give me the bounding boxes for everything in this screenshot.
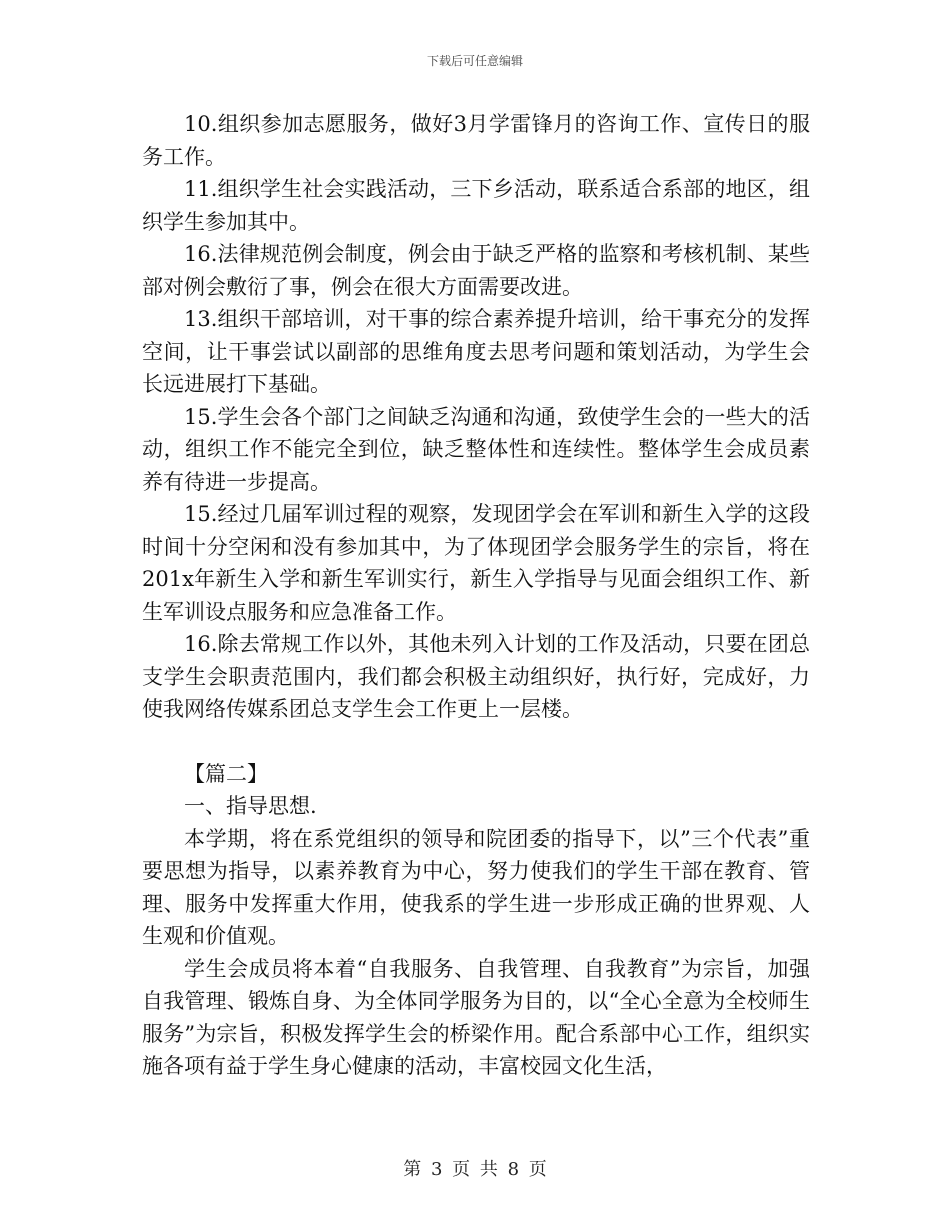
page-header: 下载后可任意编辑	[426, 54, 523, 68]
section-title: 【篇二】	[184, 761, 268, 786]
paragraph-item-15-communication: 15.学生会各个部门之间缺乏沟通和沟通，致使学生会的一些大的活动，组织工作不能完全到位，缺乏整体性和连续性。整体学生会成员素养有待进一步提高。	[142, 404, 810, 494]
paragraph-item-15-military-training: 15.经过几届军训过程的观察，发现团学会在军训和新生入学的这段时间十分空闲和没有参加其中，为了体现团学会服务学生的宗旨，将在201x年新生入学和新生军训实行，新生入学指导与见面会组织工作、新生军训设点服务和应急准备工作。	[142, 502, 810, 624]
paragraph-item-16-other-work: 16.除去常规工作以外，其他未列入计划的工作及活动，只要在团总支学生会职责范围内，我们都会积极主动组织好，执行好，完成好，力使我网络传媒系团总支学生会工作更上一层楼。	[142, 632, 810, 721]
section-spacer	[142, 726, 810, 758]
section-heading: 一、指导思想.	[184, 794, 317, 818]
paragraph-item-10: 10.组织参加志愿服务，做好3月学雷锋月的咨询工作、宣传日的服务工作。	[142, 112, 810, 169]
section-paragraph-2: 学生会成员将本着“自我服务、自我管理、自我教育”为宗旨，加强自我管理、锻炼自身、为全体同学服务为目的，以“全心全意为全校师生服务”为宗旨，积极发挥学生会的桥梁作用。配合系部中心工作，组织实施各项有益于学生身心健康的活动，丰富校园文化生活，	[142, 956, 810, 1078]
document-body	[142, 108, 810, 1083]
page-footer: 第 3 页 共 8 页	[403, 1159, 547, 1180]
paragraph-item-16-meetings: 16.法律规范例会制度，例会由于缺乏严格的监察和考核机制、某些部对例会敷衍了事，例会在很大方面需要改进。	[142, 242, 810, 299]
paragraph-item-11: 11.组织学生社会实践活动，三下乡活动，联系适合系部的地区，组织学生参加其中。	[142, 177, 810, 234]
section-paragraph-1: 本学期，将在系党组织的领导和院团委的指导下，以”三个代表”重要思想为指导，以素养教育为中心，努力使我们的学生干部在教育、管理、服务中发挥重大作用，使我系的学生进一步形成正确的世界观、人生观和价值观。	[142, 826, 810, 948]
paragraph-item-13: 13.组织干部培训，对干事的综合素养提升培训，给干事充分的发挥空间，让干事尝试以副部的思维角度去思考问题和策划活动，为学生会长远进展打下基础。	[142, 307, 810, 396]
